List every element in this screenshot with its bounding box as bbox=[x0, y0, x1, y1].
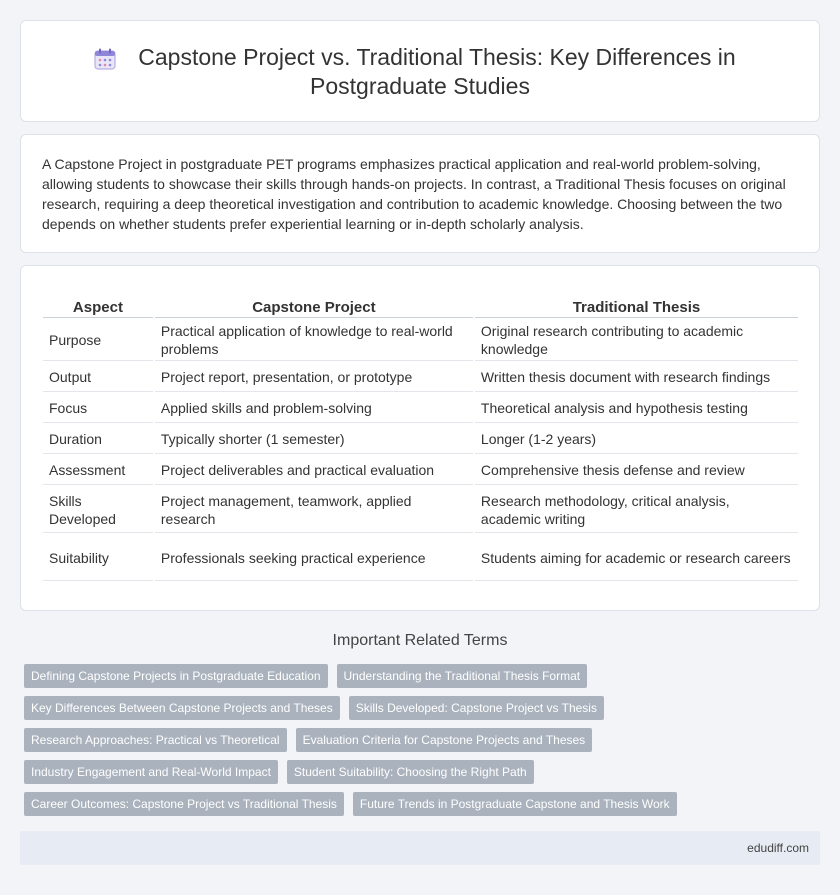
related-terms-list bbox=[24, 664, 824, 824]
footer bbox=[20, 831, 820, 865]
comparison-table-card bbox=[20, 265, 820, 611]
related-term-tag[interactable]: Future Trends in Postgraduate Capstone and Thesis Work bbox=[353, 792, 677, 816]
table-cell-thesis: Comprehensive thesis defense and review bbox=[475, 456, 798, 485]
table-cell-capstone: Typically shorter (1 semester) bbox=[155, 425, 473, 454]
table-cell-capstone: Practical application of knowledge to real-world problems bbox=[155, 320, 473, 361]
table-cell-aspect: Skills Developed bbox=[43, 487, 153, 533]
footer-site-link[interactable]: edudiff.com bbox=[747, 841, 809, 855]
table-cell-thesis: Research methodology, critical analysis, academic writing bbox=[475, 487, 798, 533]
column-header-capstone: Capstone Project bbox=[155, 298, 473, 318]
column-header-thesis: Traditional Thesis bbox=[475, 298, 798, 318]
table-cell-aspect: Output bbox=[43, 363, 153, 392]
table-cell-thesis: Longer (1-2 years) bbox=[475, 425, 798, 454]
table-cell-aspect: Suitability bbox=[43, 535, 153, 581]
table-row bbox=[43, 363, 798, 392]
table-cell-thesis: Theoretical analysis and hypothesis testing bbox=[475, 394, 798, 423]
intro-card bbox=[20, 134, 820, 253]
table-row bbox=[43, 456, 798, 485]
table-cell-capstone: Project report, presentation, or prototype bbox=[155, 363, 473, 392]
table-row bbox=[43, 394, 798, 423]
page-title-line-1: Capstone Project vs. Traditional Thesis: Key Differences in bbox=[138, 44, 736, 70]
table-row bbox=[43, 535, 798, 581]
table-cell-aspect: Focus bbox=[43, 394, 153, 423]
related-term-tag[interactable]: Skills Developed: Capstone Project vs Thesis bbox=[349, 696, 604, 720]
related-term-tag[interactable]: Key Differences Between Capstone Projects and Theses bbox=[24, 696, 340, 720]
related-term-tag[interactable]: Evaluation Criteria for Capstone Projects and Theses bbox=[296, 728, 593, 752]
table-row bbox=[43, 425, 798, 454]
table-cell-thesis: Original research contributing to academic knowledge bbox=[475, 320, 798, 361]
column-header-aspect: Aspect bbox=[43, 298, 153, 318]
table-cell-capstone: Project management, teamwork, applied research bbox=[155, 487, 473, 533]
table-cell-aspect: Assessment bbox=[43, 456, 153, 485]
title-card bbox=[20, 20, 820, 122]
table-cell-capstone: Project deliverables and practical evaluation bbox=[155, 456, 473, 485]
related-term-tag[interactable]: Student Suitability: Choosing the Right Path bbox=[287, 760, 534, 784]
table-cell-aspect: Purpose bbox=[43, 320, 153, 361]
intro-paragraph: A Capstone Project in postgraduate PET programs emphasizes practical application and real-world problem-solving, allowing students to showcase their skills through hands-on projects. In contrast, a Traditional Thesis focuses on original research, requiring a deep theoretical investigation and contribution to academic knowledge. Choosing between the two depends on whether students prefer experiential learning or in-depth scholarly analysis. bbox=[42, 156, 786, 232]
table-cell-thesis: Students aiming for academic or research careers bbox=[475, 535, 798, 581]
table-cell-capstone: Applied skills and problem-solving bbox=[155, 394, 473, 423]
table-cell-thesis: Written thesis document with research findings bbox=[475, 363, 798, 392]
related-term-tag[interactable]: Career Outcomes: Capstone Project vs Traditional Thesis bbox=[24, 792, 344, 816]
table-row bbox=[43, 320, 798, 361]
table-row bbox=[43, 487, 798, 533]
related-term-tag[interactable]: Understanding the Traditional Thesis Format bbox=[337, 664, 588, 688]
related-term-tag[interactable]: Research Approaches: Practical vs Theoretical bbox=[24, 728, 287, 752]
related-term-tag[interactable]: Industry Engagement and Real-World Impact bbox=[24, 760, 278, 784]
comparison-table bbox=[41, 296, 800, 583]
page-title-line-2: Postgraduate Studies bbox=[310, 73, 530, 99]
related-terms-heading: Important Related Terms bbox=[332, 632, 508, 649]
table-cell-aspect: Duration bbox=[43, 425, 153, 454]
table-header-row bbox=[43, 298, 798, 318]
related-term-tag[interactable]: Defining Capstone Projects in Postgraduate Education bbox=[24, 664, 328, 688]
table-cell-capstone: Professionals seeking practical experience bbox=[155, 535, 473, 581]
page-title bbox=[21, 43, 819, 101]
